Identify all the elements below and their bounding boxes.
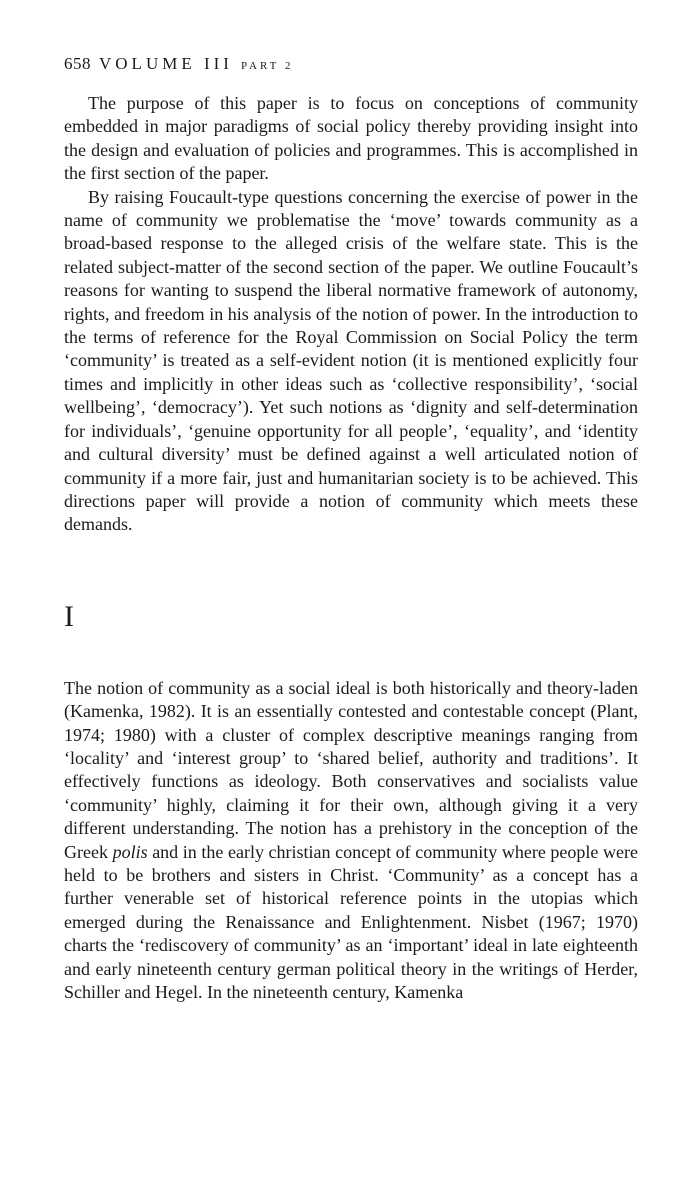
running-head — [64, 52, 638, 78]
page-number: 658 — [64, 54, 91, 73]
polis-term: polis — [112, 841, 148, 862]
volume-label: VOLUME III — [99, 54, 233, 73]
section-heading: I — [64, 599, 74, 633]
intro-paragraph-2: By raising Foucault-type questions concerning the exercise of power in the name of community we problematise the ‘move’ towards community as a broad-based response to the alleged crisis of the welfare state. This is the related subject-matter of the second section of the paper. We outline Foucault’s reasons for wanting to suspend the liberal normative framework of autonomy, rights, and freedom in his analysis of the notion of power. In the introduction to the terms of reference for the Royal Commission on Social Policy the term ‘community’ is treated as a self-evident notion (it is mentioned explicitly four times and implicitly in other ideas such as ‘collective responsibility’, ‘social wellbeing’, ‘democracy’). Yet such notions as ‘dignity and self-determination for individuals’, ‘genuine opportunity for all people’, ‘equality’, and ‘identity and cultural diversity’ must be defined against a well articulated notion of community if a more fair, just and humanitarian society is to be achieved. This directions paper will provide a notion of community which meets these demands. — [64, 186, 638, 535]
section-paragraph-1-part-a: The notion of community as a social ideal is both historically and theory-laden (Kamenka, 1982). It is an essentially contested and contestable concept (Plant, 1974; 1980) with a cluster of complex descriptive meanings ranging from ‘locality’ and ‘interest group’ to ‘shared belief, authority and traditions’. It effectively functions as ideology. Both conservatives and socialists value ‘community’ highly, claiming it for their own, although giving it a very different understanding. The notion has a prehistory in the conception of the Greek — [64, 677, 638, 862]
section-paragraph-1 — [64, 677, 638, 1005]
part-label: PART 2 — [240, 60, 294, 72]
intro-paragraph-1: The purpose of this paper is to focus on conceptions of community embedded in major paradigms of social policy thereby providing insight into the design and evaluation of policies and programmes. This is accomplished in the first section of the paper. — [64, 93, 638, 184]
section-paragraph-1-part-b: and in the early christian concept of community where people were held to be brothers and sisters in Christ. ‘Community’ as a concept has a further venerable set of historical reference points in the utopias which emerged during the Renaissance and Enlightenment. Nisbet (1967; 1970) charts the ‘rediscovery of community’ as an ‘important’ ideal in late eighteenth and early nineteenth century german political theory in the writings of Herder, Schiller and Hegel. In the nineteenth century, Kamenka — [64, 841, 638, 1002]
page — [64, 52, 638, 1004]
